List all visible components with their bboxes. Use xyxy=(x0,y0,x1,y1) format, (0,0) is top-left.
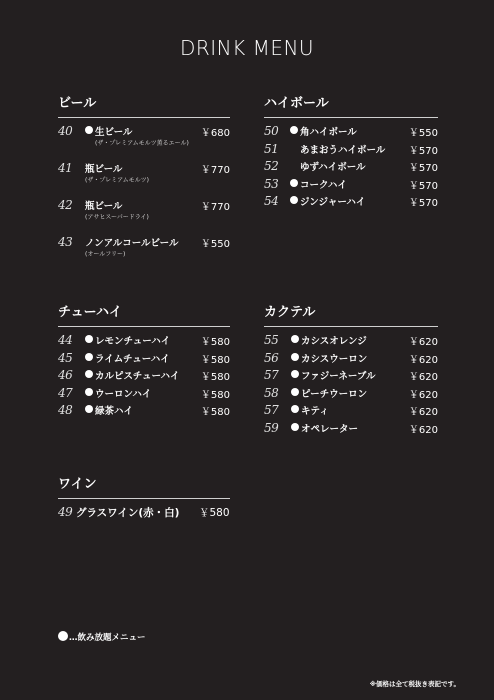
item-price: ￥770 xyxy=(200,165,230,176)
wine-item xyxy=(58,505,230,525)
item-price: ￥570 xyxy=(408,198,438,209)
item-number: 57 xyxy=(264,403,279,417)
cocktail-item xyxy=(264,368,438,386)
item-price: ￥620 xyxy=(408,337,438,348)
item-number: 58 xyxy=(264,385,279,400)
item-number: 45 xyxy=(58,350,73,365)
chuhai-section xyxy=(58,301,230,421)
item-price: ￥580 xyxy=(200,407,230,418)
cocktail-item xyxy=(264,351,438,369)
item-price: ￥680 xyxy=(200,128,230,139)
beer-item xyxy=(58,198,230,235)
beer-item xyxy=(58,124,230,161)
item-name: ライムチューハイ xyxy=(95,353,170,365)
item-name: コークハイ xyxy=(300,179,347,191)
free-drink-dot-icon xyxy=(290,179,298,187)
free-drink-dot-icon xyxy=(291,405,299,413)
cocktail-item xyxy=(264,386,438,404)
item-number: 44 xyxy=(58,333,73,347)
highball-item xyxy=(264,142,438,160)
item-price: ￥580 xyxy=(200,354,230,366)
beer-items xyxy=(58,124,230,272)
item-number: 50 xyxy=(264,124,279,138)
item-name: 角ハイボール xyxy=(300,127,357,138)
item-number: 52 xyxy=(264,159,279,173)
item-subtitle: (アサヒスーパードライ) xyxy=(85,214,149,221)
wine-items xyxy=(58,505,230,525)
item-number: 46 xyxy=(58,368,73,382)
cocktail-section xyxy=(264,301,438,438)
free-drink-dot-icon xyxy=(290,196,298,204)
item-name: カシスウーロン xyxy=(301,353,368,365)
item-number: 47 xyxy=(58,385,73,400)
item-number: 53 xyxy=(264,176,279,191)
item-price: ￥580 xyxy=(200,389,230,401)
menu-title: DRINK MENU xyxy=(179,36,315,60)
item-price: ￥620 xyxy=(408,407,438,418)
chuhai-item xyxy=(58,386,230,404)
item-name: カシスオレンジ xyxy=(301,336,367,347)
item-name: ウーロンハイ xyxy=(95,388,152,400)
item-name: グラスワイン(赤・白) xyxy=(76,507,180,519)
item-subtitle: (ザ・プレミアムモルツ) xyxy=(85,177,150,184)
beer-item xyxy=(58,235,230,272)
cocktail-items xyxy=(264,333,438,438)
item-name: レモンチューハイ xyxy=(95,336,171,347)
item-price: ￥550 xyxy=(200,239,230,250)
free-drink-dot-icon xyxy=(85,388,93,396)
item-subtitle: (オールフリー) xyxy=(85,251,126,258)
item-price: ￥580 xyxy=(200,337,230,348)
item-name: あまおうハイボール xyxy=(300,144,386,156)
free-drink-dot-icon xyxy=(291,353,299,361)
free-drink-dot-icon xyxy=(291,370,299,378)
wine-section-title: ワイン xyxy=(58,473,230,499)
highball-item xyxy=(264,159,438,177)
item-number: 42 xyxy=(58,198,73,212)
item-number: 43 xyxy=(58,235,73,249)
item-name: カルピスチューハイ xyxy=(95,371,180,382)
item-price: ￥620 xyxy=(408,389,438,401)
tax-note: ※価格は全て税抜き表記です。 xyxy=(369,680,460,688)
free-drink-dot-icon xyxy=(291,388,299,396)
wine-section xyxy=(58,473,230,525)
cocktail-item xyxy=(264,333,438,351)
item-name: オペレーター xyxy=(301,423,359,435)
beer-item xyxy=(58,161,230,198)
item-number: 56 xyxy=(264,350,279,365)
item-price: ￥550 xyxy=(408,128,438,139)
cocktail-section-title: カクテル xyxy=(264,301,438,327)
item-price: ￥580 xyxy=(200,372,230,383)
item-name: ジンジャーハイ xyxy=(300,197,366,208)
chuhai-section-title: チューハイ xyxy=(58,301,230,327)
free-drink-legend xyxy=(58,631,146,643)
cocktail-item xyxy=(264,421,438,439)
item-name: ファジーネーブル xyxy=(301,371,376,382)
item-price: ￥620 xyxy=(408,354,438,366)
free-drink-dot-icon xyxy=(85,335,93,343)
item-price: ￥770 xyxy=(200,202,230,213)
item-number: 59 xyxy=(264,420,279,435)
free-drink-dot-icon xyxy=(290,126,298,134)
chuhai-item xyxy=(58,333,230,351)
item-subtitle: (ザ・プレミアムモルツ薫るエール) xyxy=(95,140,189,147)
free-drink-dot-icon xyxy=(291,423,299,431)
item-number: 57 xyxy=(264,368,279,382)
chuhai-items xyxy=(58,333,230,421)
item-name: 生ビール xyxy=(95,127,133,138)
highball-item xyxy=(264,124,438,142)
item-number: 48 xyxy=(58,403,73,417)
chuhai-item xyxy=(58,351,230,369)
highball-section-title: ハイボール xyxy=(264,92,438,118)
item-name: ゆずハイボール xyxy=(300,162,366,173)
circle-icon xyxy=(58,631,68,641)
item-name: 緑茶ハイ xyxy=(95,406,134,417)
cocktail-item xyxy=(264,403,438,421)
free-drink-dot-icon xyxy=(85,126,93,134)
chuhai-item xyxy=(58,368,230,386)
item-number: 54 xyxy=(264,194,279,208)
free-drink-dot-icon xyxy=(85,405,93,413)
item-name: 瓶ビール xyxy=(85,164,123,175)
item-number: 51 xyxy=(264,141,279,156)
item-name: ピーチウーロン xyxy=(301,388,368,400)
item-price: ￥620 xyxy=(408,424,438,436)
item-price: ￥580 xyxy=(199,507,230,519)
beer-section-title: ビール xyxy=(58,92,230,118)
chuhai-item xyxy=(58,403,230,421)
highball-items xyxy=(264,124,438,212)
item-number: 41 xyxy=(58,161,73,175)
item-price: ￥620 xyxy=(408,372,438,383)
item-name: ノンアルコールビール xyxy=(85,238,179,249)
free-drink-dot-icon xyxy=(85,353,93,361)
item-number: 40 xyxy=(58,124,73,138)
highball-item xyxy=(264,194,438,212)
highball-section xyxy=(264,92,438,212)
highball-item xyxy=(264,177,438,195)
free-drink-dot-icon xyxy=(85,370,93,378)
item-number: 49 xyxy=(58,505,73,519)
item-price: ￥570 xyxy=(408,163,438,174)
item-name: キティ xyxy=(301,406,329,417)
item-price: ￥570 xyxy=(408,180,438,192)
item-name: 瓶ビール xyxy=(85,201,123,212)
free-drink-dot-icon xyxy=(291,335,299,343)
item-number: 55 xyxy=(264,333,279,347)
beer-section xyxy=(58,92,230,272)
legend-text: …飲み放題メニュー xyxy=(69,633,146,643)
item-price: ￥570 xyxy=(408,145,438,157)
